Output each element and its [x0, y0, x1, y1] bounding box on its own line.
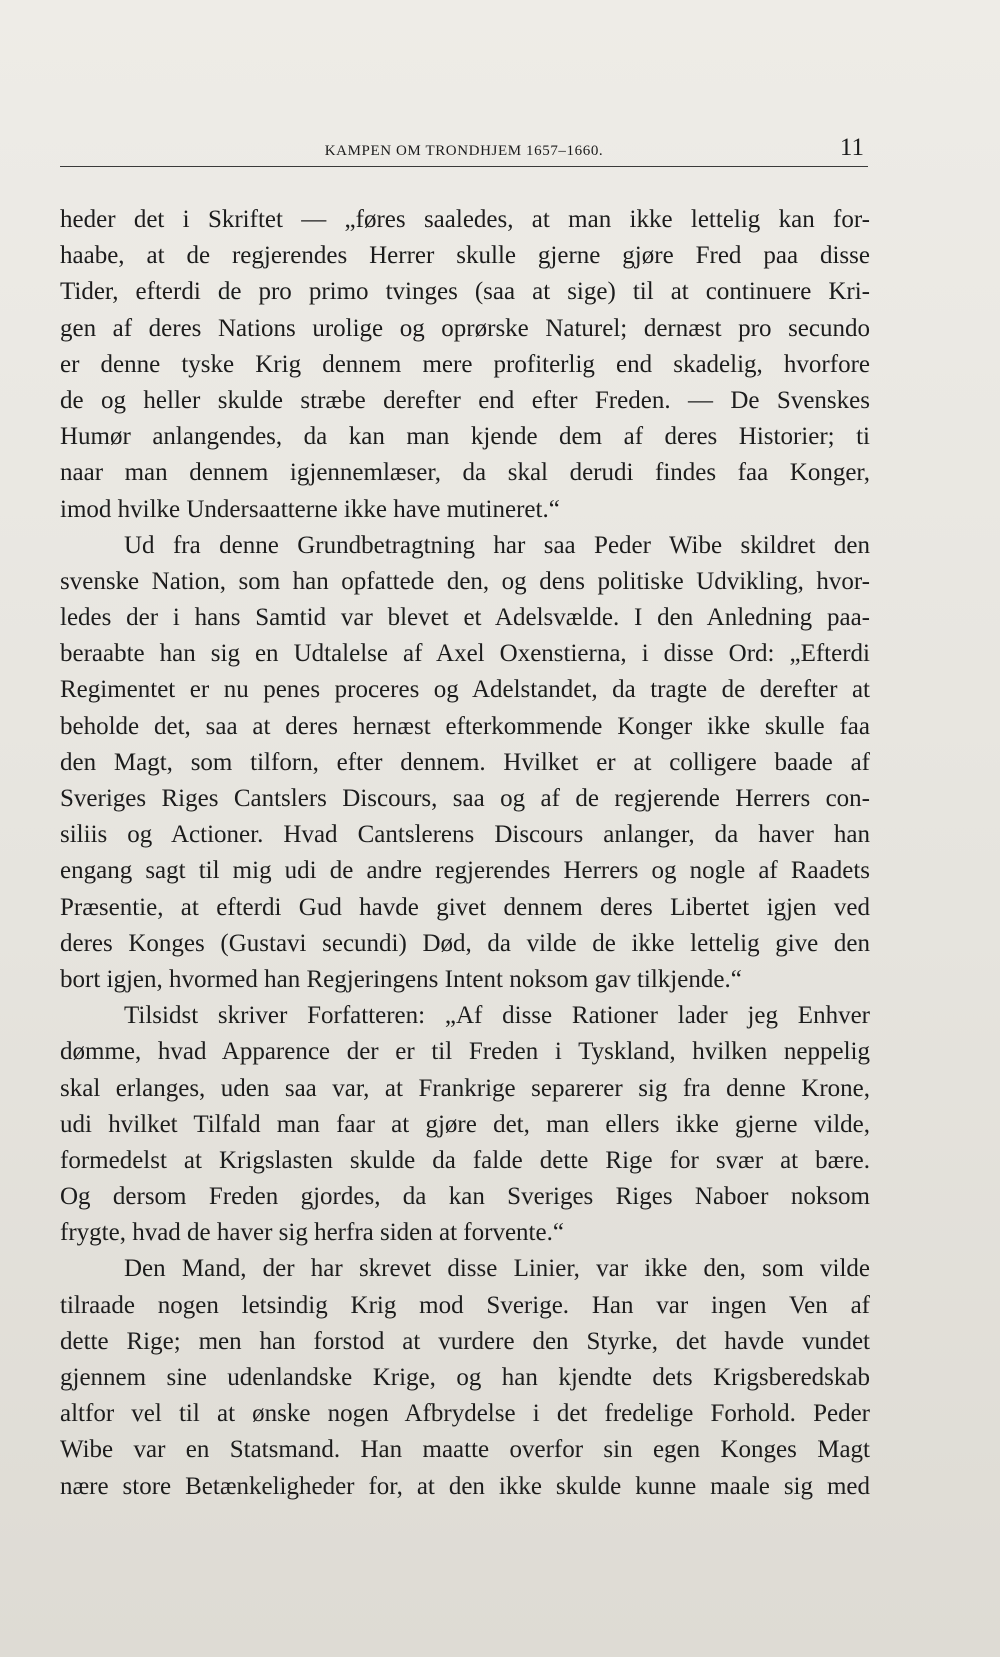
text-line: naar man dennem igjennemlæser, da skal derudi findes faa Konger,: [60, 459, 870, 487]
text-line: Humør anlangendes, da kan man kjende dem af deres Historier; ti: [60, 423, 870, 451]
text-line: beholde det, saa at deres hernæst efterkommende Konger ikke skulle faa: [60, 712, 870, 740]
text-line: frygte, hvad de haver sig herfra siden at forvente.“: [60, 1219, 564, 1247]
text-line: Sveriges Riges Cantslers Discours, saa og af de regjerende Herrers con-: [60, 785, 870, 812]
text-line: heder det i Skriftet — „føres saaledes, at man ikke lettelig kan for-: [60, 206, 870, 233]
text-line: dømme, hvad Apparence der er til Freden i Tyskland, hvilken neppelig: [60, 1038, 870, 1066]
text-line: Og dersom Freden gjordes, da kan Sveriges Riges Naboer noksom: [60, 1183, 870, 1211]
text-line: Regimentet er nu penes proceres og Adelstandet, da tragte de derefter at: [60, 676, 870, 704]
text-line: Wibe var en Statsmand. Han maatte overfor sin egen Konges Magt: [60, 1436, 870, 1464]
running-header: [60, 126, 868, 167]
text-line: beraabte han sig en Udtalelse af Axel Oxenstierna, i disse Ord: „Efterdi: [60, 640, 870, 668]
text-line: ledes der i hans Samtid var blevet et Adelsvælde. I den Anledning paa-: [60, 604, 870, 632]
text-line: Tider, efterdi de pro primo tvinges (saa at sige) til at continuere Kri-: [60, 278, 870, 306]
text-line: Præsentie, at efterdi Gud havde givet dennem deres Libertet igjen ved: [60, 893, 870, 921]
text-line: Den Mand, der har skrevet disse Linier, var ikke den, som vilde: [124, 1255, 870, 1283]
text-line: formedelst at Krigslasten skulde da falde dette Rige for svær at bære.: [60, 1146, 870, 1174]
text-line: imod hvilke Undersaatterne ikke have mutineret.“: [60, 495, 560, 523]
text-line: bort igjen, hvormed han Regjeringens Intent noksom gav tilkjende.“: [60, 965, 742, 993]
running-title: KAMPEN OM TRONDHJEM 1657–1660.: [324, 143, 604, 159]
body-text: [60, 202, 870, 1505]
text-line: de og heller skulde stræbe derefter end efter Freden. — De Svenskes: [60, 386, 870, 414]
text-line: siliis og Actioner. Hvad Cantslerens Discours anlanger, da haver han: [60, 821, 870, 849]
text-line: haabe, at de regjerendes Herrer skulle gjerne gjøre Fred paa disse: [60, 242, 870, 270]
text-line: gjennem sine udenlandske Krige, og han kjendte dets Krigsberedskab: [60, 1364, 870, 1391]
text-line: nære store Betænkeligheder for, at den ikke skulde kunne maale sig med: [60, 1472, 870, 1500]
text-line: deres Konges (Gustavi secundi) Død, da vilde de ikke lettelig give den: [60, 929, 870, 957]
text-line: udi hvilket Tilfald man faar at gjøre det, man ellers ikke gjerne vilde,: [60, 1110, 870, 1138]
text-line: Tilsidst skriver Forfatteren: „Af disse Rationer lader jeg Enhver: [124, 1002, 870, 1030]
text-line: gen af deres Nations urolige og oprørske Naturel; dernæst pro secundo: [60, 314, 870, 342]
text-line: altfor vel til at ønske nogen Afbrydelse i det fredelige Forhold. Peder: [60, 1400, 870, 1428]
text-line: den Magt, som tilforn, efter dennem. Hvilket er at colligere baade af: [60, 748, 870, 776]
text-line: Ud fra denne Grundbetragtning har saa Peder Wibe skildret den: [124, 531, 870, 559]
text-line: dette Rige; men han forstod at vurdere den Styrke, det havde vundet: [60, 1327, 870, 1355]
text-line: er denne tyske Krig dennem mere profiterlig end skadelig, hvorfore: [60, 350, 870, 378]
page-number: 11: [839, 134, 864, 161]
text-line: svenske Nation, som han opfattede den, og dens politiske Udvikling, hvor-: [60, 567, 870, 595]
text-line: engang sagt til mig udi de andre regjerendes Herrers og nogle af Raadets: [60, 857, 870, 885]
text-line: tilraade nogen letsindig Krig mod Sverige. Han var ingen Ven af: [60, 1291, 870, 1319]
text-line: skal erlanges, uden saa var, at Frankrige separerer sig fra denne Krone,: [60, 1074, 870, 1102]
